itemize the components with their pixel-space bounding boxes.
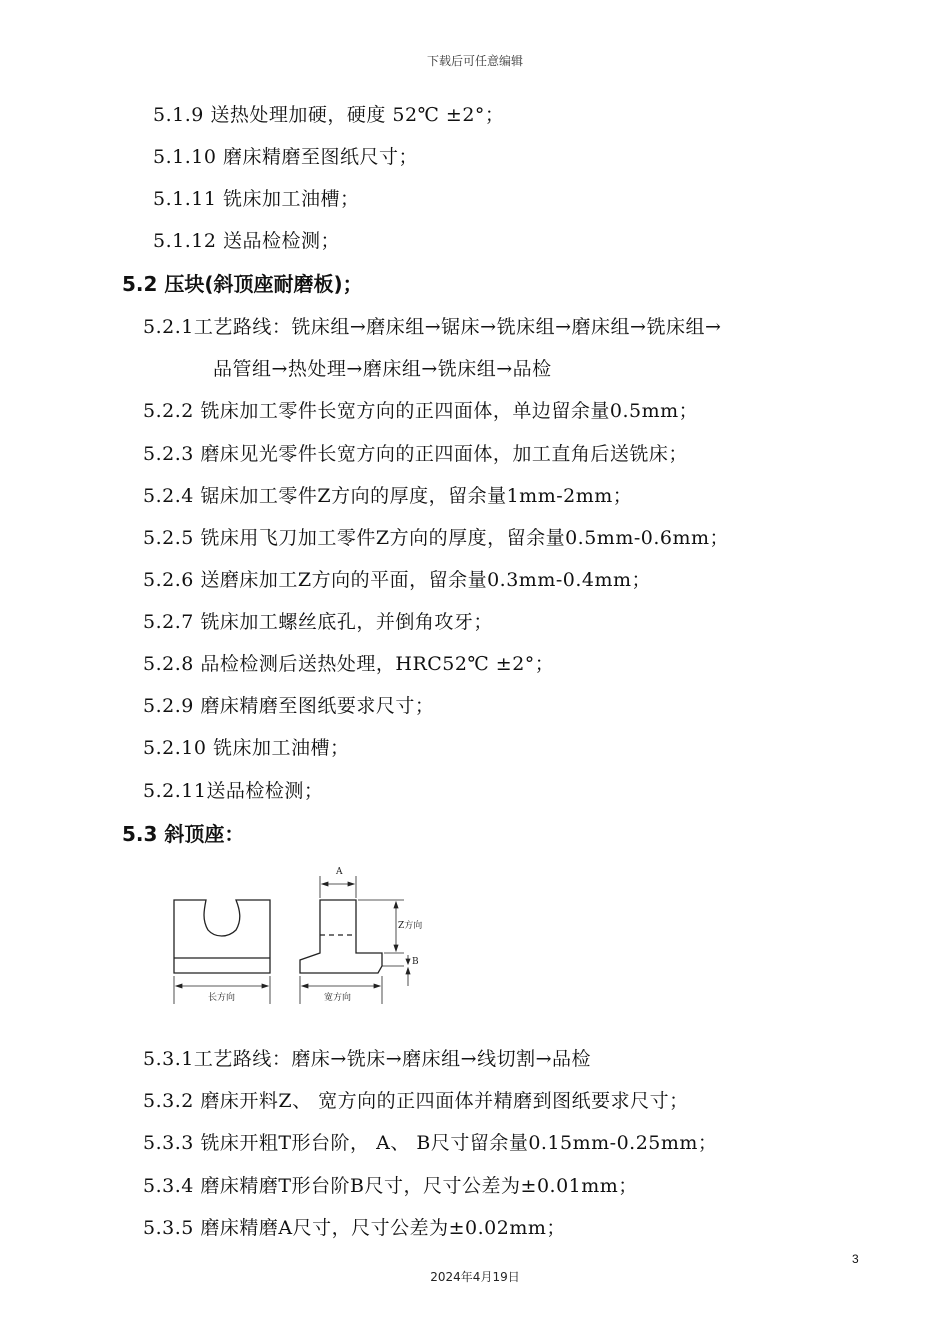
footer-date: 2024年4月19日 — [430, 1270, 520, 1284]
length-label: 长方向 — [208, 993, 236, 1003]
length-view — [174, 900, 270, 973]
part-diagram — [160, 858, 460, 1018]
step-5-2-10: 5.2.10 铣床加工油槽； — [143, 737, 350, 759]
step-5-3-2: 5.3.2 磨床开料Z、 宽方向的正四面体并精磨到图纸要求尺寸； — [143, 1090, 689, 1112]
page-number: 3 — [852, 1252, 859, 1266]
step-5-2-7: 5.2.7 铣床加工螺丝底孔，并倒角攻牙； — [143, 611, 493, 633]
a-label: A — [336, 867, 343, 877]
step-5-2-4: 5.2.4 锯床加工零件Z方向的厚度，留余量1mm-2mm； — [143, 485, 633, 507]
step-5-2-3: 5.2.3 磨床见光零件长宽方向的正四面体，加工直角后送铣床； — [143, 443, 688, 465]
width-label: 宽方向 — [324, 993, 352, 1003]
step-5-2-6: 5.2.6 送磨床加工Z方向的平面，留余量0.3mm-0.4mm； — [143, 569, 652, 591]
step-5-2-5: 5.2.5 铣床用飞刀加工零件Z方向的厚度，留余量0.5mm-0.6mm； — [143, 527, 730, 549]
step-5-3-3: 5.3.3 铣床开粗T形台阶， A、 B尺寸留余量0.15mm-0.25mm； — [143, 1132, 718, 1154]
step-5-3-4: 5.3.4 磨床精磨T形台阶B尺寸，尺寸公差为±0.01mm； — [143, 1175, 638, 1197]
page-header: 下载后可任意编辑 — [426, 54, 523, 68]
step-5-3-5: 5.3.5 磨床精磨A尺寸，尺寸公差为±0.02mm； — [143, 1217, 566, 1239]
step-5-2-9: 5.2.9 磨床精磨至图纸要求尺寸； — [143, 695, 435, 717]
step-5-1-10: 5.1.10 磨床精磨至图纸尺寸； — [153, 146, 418, 168]
step-5-2-11: 5.2.11送品检检测； — [143, 780, 324, 802]
step-5-2-2: 5.2.2 铣床加工零件长宽方向的正四面体，单边留余量0.5mm； — [143, 400, 699, 422]
step-5-1-11: 5.1.11 铣床加工油槽； — [153, 188, 360, 210]
step-5-1-9: 5.1.9 送热处理加硬，硬度 52℃ ±2°； — [153, 104, 505, 126]
section-5-2-heading: 5.2 压块(斜顶座耐磨板)； — [122, 272, 363, 296]
z-label: Z方向 — [398, 921, 423, 931]
step-5-2-8: 5.2.8 品检检测后送热处理，HRC52℃ ±2°； — [143, 653, 555, 675]
a-dimension — [320, 876, 356, 898]
step-5-2-1-route: 5.2.1工艺路线：铣床组→磨床组→锯床→铣床组→磨床组→铣床组→ — [143, 316, 722, 338]
section-5-3-heading: 5.3 斜顶座： — [122, 822, 245, 846]
step-5-1-12: 5.1.12 送品检检测； — [153, 230, 340, 252]
step-5-2-1-route-cont: 品管组→热处理→磨床组→铣床组→品检 — [213, 358, 552, 380]
width-view — [300, 900, 382, 973]
b-label: B — [412, 957, 419, 967]
step-5-3-1-route: 5.3.1工艺路线：磨床→铣床→磨床组→线切割→品检 — [143, 1048, 592, 1070]
